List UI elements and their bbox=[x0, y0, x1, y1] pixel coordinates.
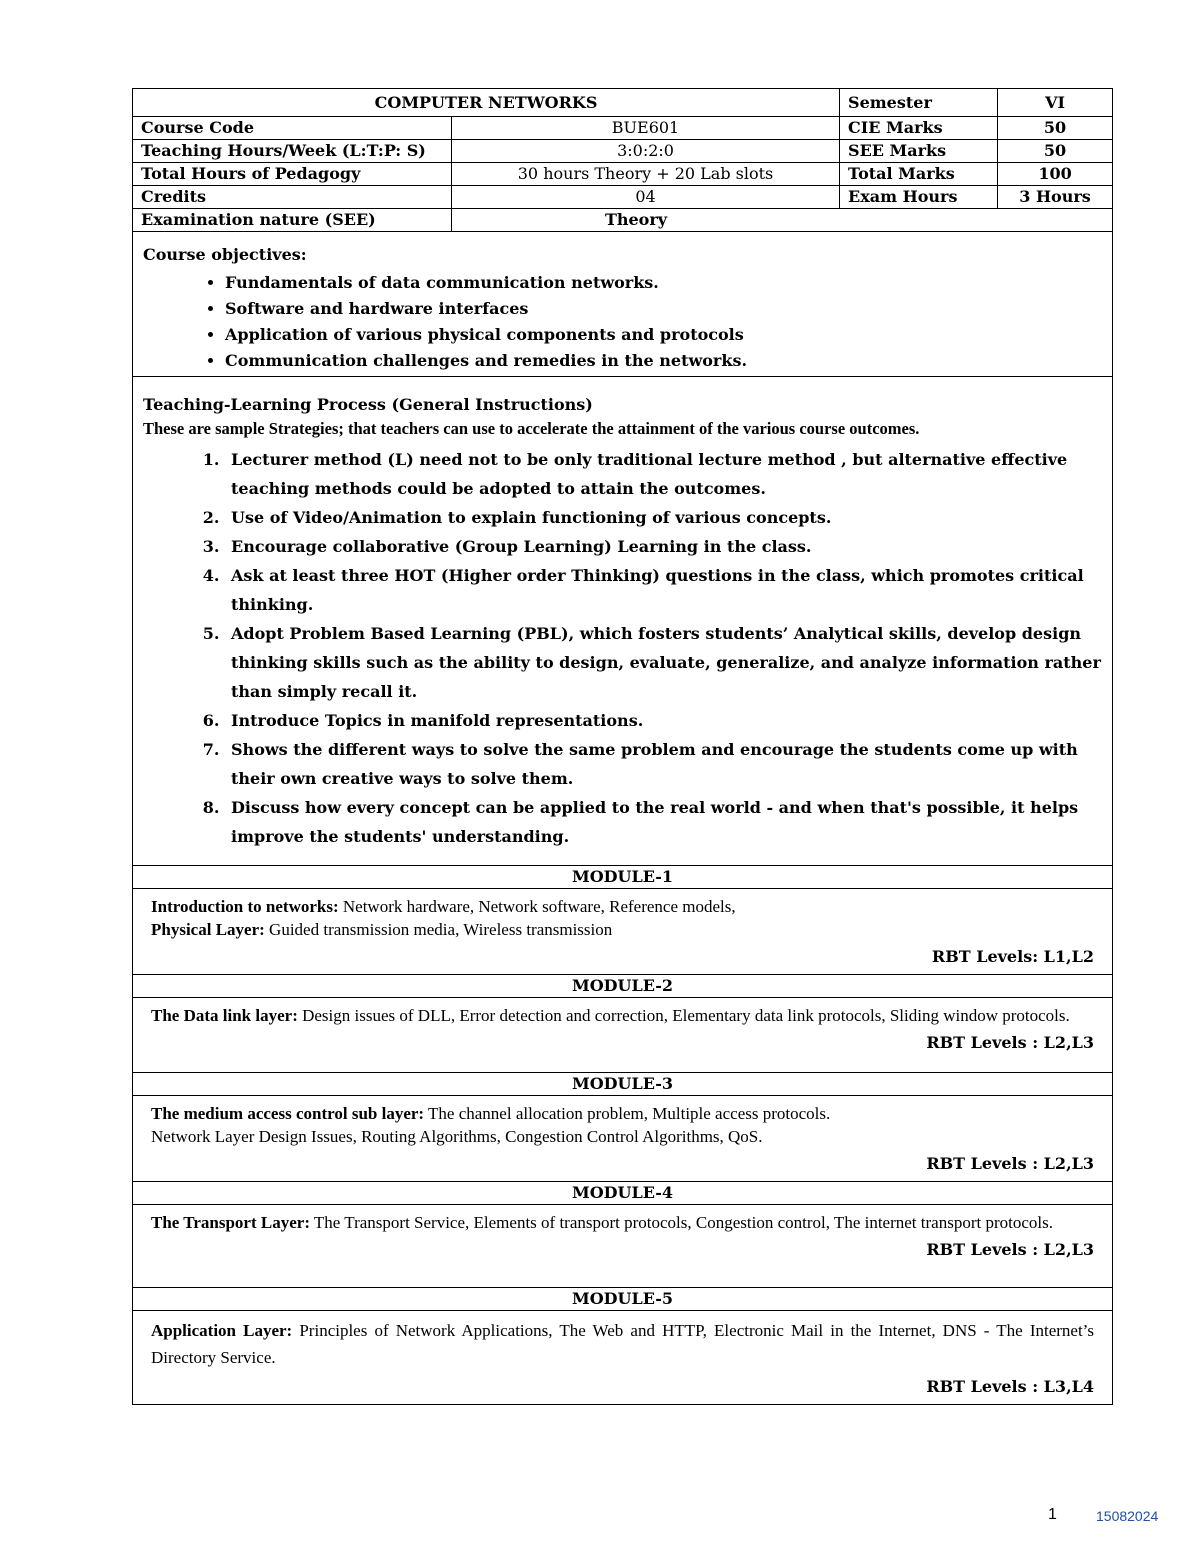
course-title: COMPUTER NETWORKS bbox=[133, 89, 840, 117]
pedagogy-hours-value: 30 hours Theory + 20 Lab slots bbox=[452, 163, 840, 186]
module-1-rbt: RBT Levels: L1,L2 bbox=[931, 947, 1095, 966]
teaching-item: 5. Adopt Problem Based Learning (PBL), which fosters students’ Analytical skills, develop design thinking skills such as the ability to design, evaluate, generalize, and analyze information rather than simply recall it. bbox=[225, 619, 1102, 706]
exam-nature-value: Theory bbox=[452, 209, 1113, 232]
module-3-rbt: RBT Levels : L2,L3 bbox=[926, 1154, 1095, 1173]
exam-nature-label: Examination nature (SEE) bbox=[133, 209, 452, 232]
module-line: Physical Layer: Guided transmission media, Wireless transmission bbox=[151, 920, 613, 939]
teaching-subheading: These are sample Strategies; that teachers can use to accelerate the attainment of the various course outcomes. bbox=[143, 419, 920, 438]
module-line: Network Layer Design Issues, Routing Algorithms, Congestion Control Algorithms, QoS. bbox=[151, 1127, 763, 1146]
course-code-value: BUE601 bbox=[452, 117, 840, 140]
teaching-list bbox=[143, 445, 1102, 851]
page-number: 1 bbox=[1048, 1506, 1057, 1523]
module-4-body bbox=[133, 1205, 1113, 1288]
module-4-rbt: RBT Levels : L2,L3 bbox=[926, 1240, 1095, 1259]
module-4-title: MODULE-4 bbox=[133, 1182, 1113, 1205]
module-line: Introduction to networks: Network hardware, Network software, Reference models, bbox=[151, 897, 736, 916]
module-5-rbt: RBT Levels : L3,L4 bbox=[926, 1377, 1095, 1396]
module-line: The Data link layer: Design issues of DLL, Error detection and correction, Elementary data link protocols, Sliding window protocols. bbox=[151, 1006, 1070, 1025]
module-2-title: MODULE-2 bbox=[133, 975, 1113, 998]
syllabus-table bbox=[132, 88, 1113, 1405]
teaching-hours-value: 3:0:2:0 bbox=[452, 140, 840, 163]
exam-hours-value: 3 Hours bbox=[998, 186, 1113, 209]
credits-value: 04 bbox=[452, 186, 840, 209]
teaching-item: 8. Discuss how every concept can be applied to the real world - and when that's possible, it helps improve the students' understanding. bbox=[225, 793, 1102, 851]
see-marks-label: SEE Marks bbox=[840, 140, 998, 163]
cie-marks-label: CIE Marks bbox=[840, 117, 998, 140]
objective-item: • Communication challenges and remedies in the networks. bbox=[225, 348, 1102, 374]
module-line: The medium access control sub layer: The channel allocation problem, Multiple access protocols. bbox=[151, 1104, 831, 1123]
objectives-list bbox=[143, 270, 1102, 374]
date-code: 15082024 bbox=[1096, 1508, 1159, 1524]
semester-label: Semester bbox=[840, 89, 998, 117]
module-2-rbt: RBT Levels : L2,L3 bbox=[926, 1033, 1095, 1052]
course-objectives-cell bbox=[133, 232, 1113, 377]
objective-item: • Software and hardware interfaces bbox=[225, 296, 1102, 322]
teaching-item: 3. Encourage collaborative (Group Learning) Learning in the class. bbox=[225, 532, 1102, 561]
objectives-heading: Course objectives: bbox=[143, 245, 307, 264]
module-line: The Transport Layer: The Transport Service, Elements of transport protocols, Congestion control, The internet transport protocols. bbox=[151, 1213, 1053, 1232]
module-3-title: MODULE-3 bbox=[133, 1073, 1113, 1096]
module-1-body bbox=[133, 889, 1113, 975]
teaching-item: 4. Ask at least three HOT (Higher order Thinking) questions in the class, which promotes critical thinking. bbox=[225, 561, 1102, 619]
credits-label: Credits bbox=[133, 186, 452, 209]
teaching-item: 2. Use of Video/Animation to explain functioning of various concepts. bbox=[225, 503, 1102, 532]
teaching-hours-label: Teaching Hours/Week (L:T:P: S) bbox=[133, 140, 452, 163]
module-line: Application Layer: Principles of Network Applications, The Web and HTTP, Electronic Mail in the Internet, DNS - The Internet’s Directory Service. bbox=[151, 1321, 1095, 1367]
module-2-body bbox=[133, 998, 1113, 1073]
exam-hours-label: Exam Hours bbox=[840, 186, 998, 209]
teaching-item: 1. Lecturer method (L) need not to be only traditional lecture method , but alternative effective teaching methods could be adopted to attain the outcomes. bbox=[225, 445, 1102, 503]
module-5-title: MODULE-5 bbox=[133, 1288, 1113, 1311]
pedagogy-hours-label: Total Hours of Pedagogy bbox=[133, 163, 452, 186]
cie-marks-value: 50 bbox=[998, 117, 1113, 140]
module-1-title: MODULE-1 bbox=[133, 866, 1113, 889]
teaching-item: 6. Introduce Topics in manifold representations. bbox=[225, 706, 1102, 735]
total-marks-label: Total Marks bbox=[840, 163, 998, 186]
module-3-body bbox=[133, 1096, 1113, 1182]
teaching-item: 7. Shows the different ways to solve the same problem and encourage the students come up with their own creative ways to solve them. bbox=[225, 735, 1102, 793]
course-code-label: Course Code bbox=[133, 117, 452, 140]
teaching-heading: Teaching-Learning Process (General Instructions) bbox=[143, 395, 593, 414]
semester-value: VI bbox=[998, 89, 1113, 117]
see-marks-value: 50 bbox=[998, 140, 1113, 163]
objective-item: • Application of various physical components and protocols bbox=[225, 322, 1102, 348]
teaching-learning-cell bbox=[133, 377, 1113, 866]
total-marks-value: 100 bbox=[998, 163, 1113, 186]
module-5-body bbox=[133, 1311, 1113, 1405]
objective-item: • Fundamentals of data communication networks. bbox=[225, 270, 1102, 296]
